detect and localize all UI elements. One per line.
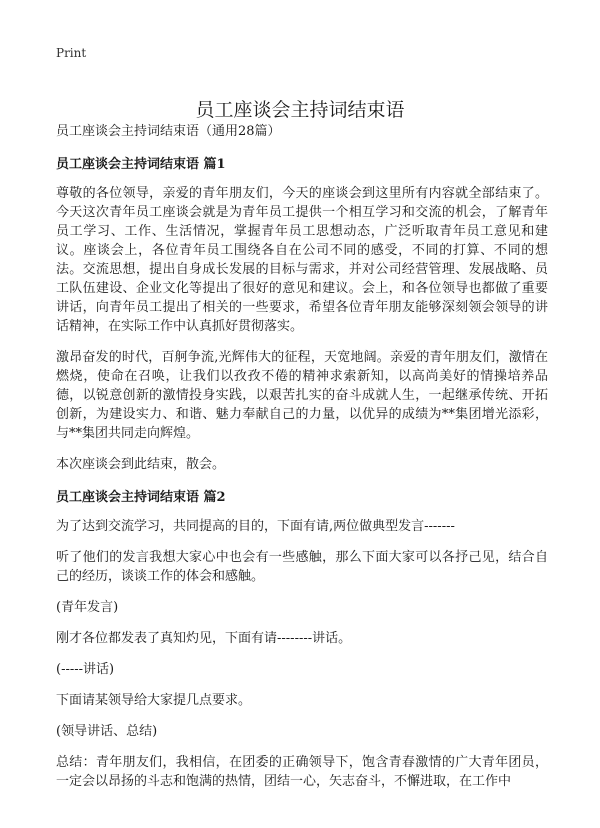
document-subtitle: 员工座谈会主持词结束语（通用28篇） — [56, 124, 281, 139]
paragraph: 本次座谈会到此结束，散会。 — [56, 457, 226, 472]
paragraph: 总结：青年朋友们，我相信，在团委的正确领导下，饱含青春激情的广大青年团员，一定会以昂扬的斗志和饱满的热情，团结一心，矢志奋斗，不懈进取，在工作中 — [56, 755, 548, 789]
paragraph: (-----讲话) — [56, 662, 115, 677]
paragraph: 激昂奋发的时代，百舸争流,光辉伟大的征程，天宽地阔。亲爱的青年朋友们，激情在燃烧，使命在召唤，让我们以孜孜不倦的精神求索新知，以高尚美好的情操培养品德，以锐意创新的激情投身实践，以艰苦扎实的奋斗成就人生，一起继承传统、开拓创新，为建设实力、和谐、魅力奉献自己的力量，以优异的成绩为**集团增光添彩，与**集团共同走向辉煌。 — [56, 350, 548, 441]
document-title: 员工座谈会主持词结束语 — [195, 98, 405, 121]
paragraph: (青年发言) — [56, 600, 119, 615]
paragraph: 刚才各位都发表了真知灼见，下面有请--------讲话。 — [56, 631, 352, 646]
document-body — [56, 120, 548, 803]
paragraph: 尊敬的各位领导，亲爱的青年朋友们，今天的座谈会到这里所有内容就全部结束了。今天这次青年员工座谈会就是为青年员工提供一个相互学习和交流的机会，了解青年员工学习、工作、生活情况，掌握青年员工思想动态，广泛听取青年员工意见和建议。座谈会上，各位青年员工围绕各自在公司不同的感受，不同的打算、不同的想法。交流思想，提出自身成长发展的目标与需求，并对公司经营管理、发展战略、员工队伍建设、企业文化等提出了很好的意见和建议。会上，和各位领导也都做了重要讲话，向青年员工提出了相关的一些要求，希望各位青年朋友能够深刻领会领导的讲话精神，在实际工作中认真抓好贯彻落实。 — [56, 186, 548, 334]
section-heading: 员工座谈会主持词结束语 篇2 — [56, 490, 226, 505]
paragraph: 为了达到交流学习，共同提高的目的，下面有请,两位做典型发言------- — [56, 519, 455, 534]
section-1 — [56, 153, 548, 474]
section-heading: 员工座谈会主持词结束语 篇1 — [56, 157, 226, 172]
print-label[interactable]: Print — [56, 46, 87, 60]
paragraph: (领导讲话、总结) — [56, 724, 158, 739]
paragraph: 下面请某领导给大家提几点要求。 — [56, 693, 252, 708]
paragraph: 听了他们的发言我想大家心中也会有一些感触，那么下面大家可以各抒己见，结合自己的经历，谈谈工作的体会和感触。 — [56, 550, 548, 584]
section-2 — [56, 486, 548, 791]
